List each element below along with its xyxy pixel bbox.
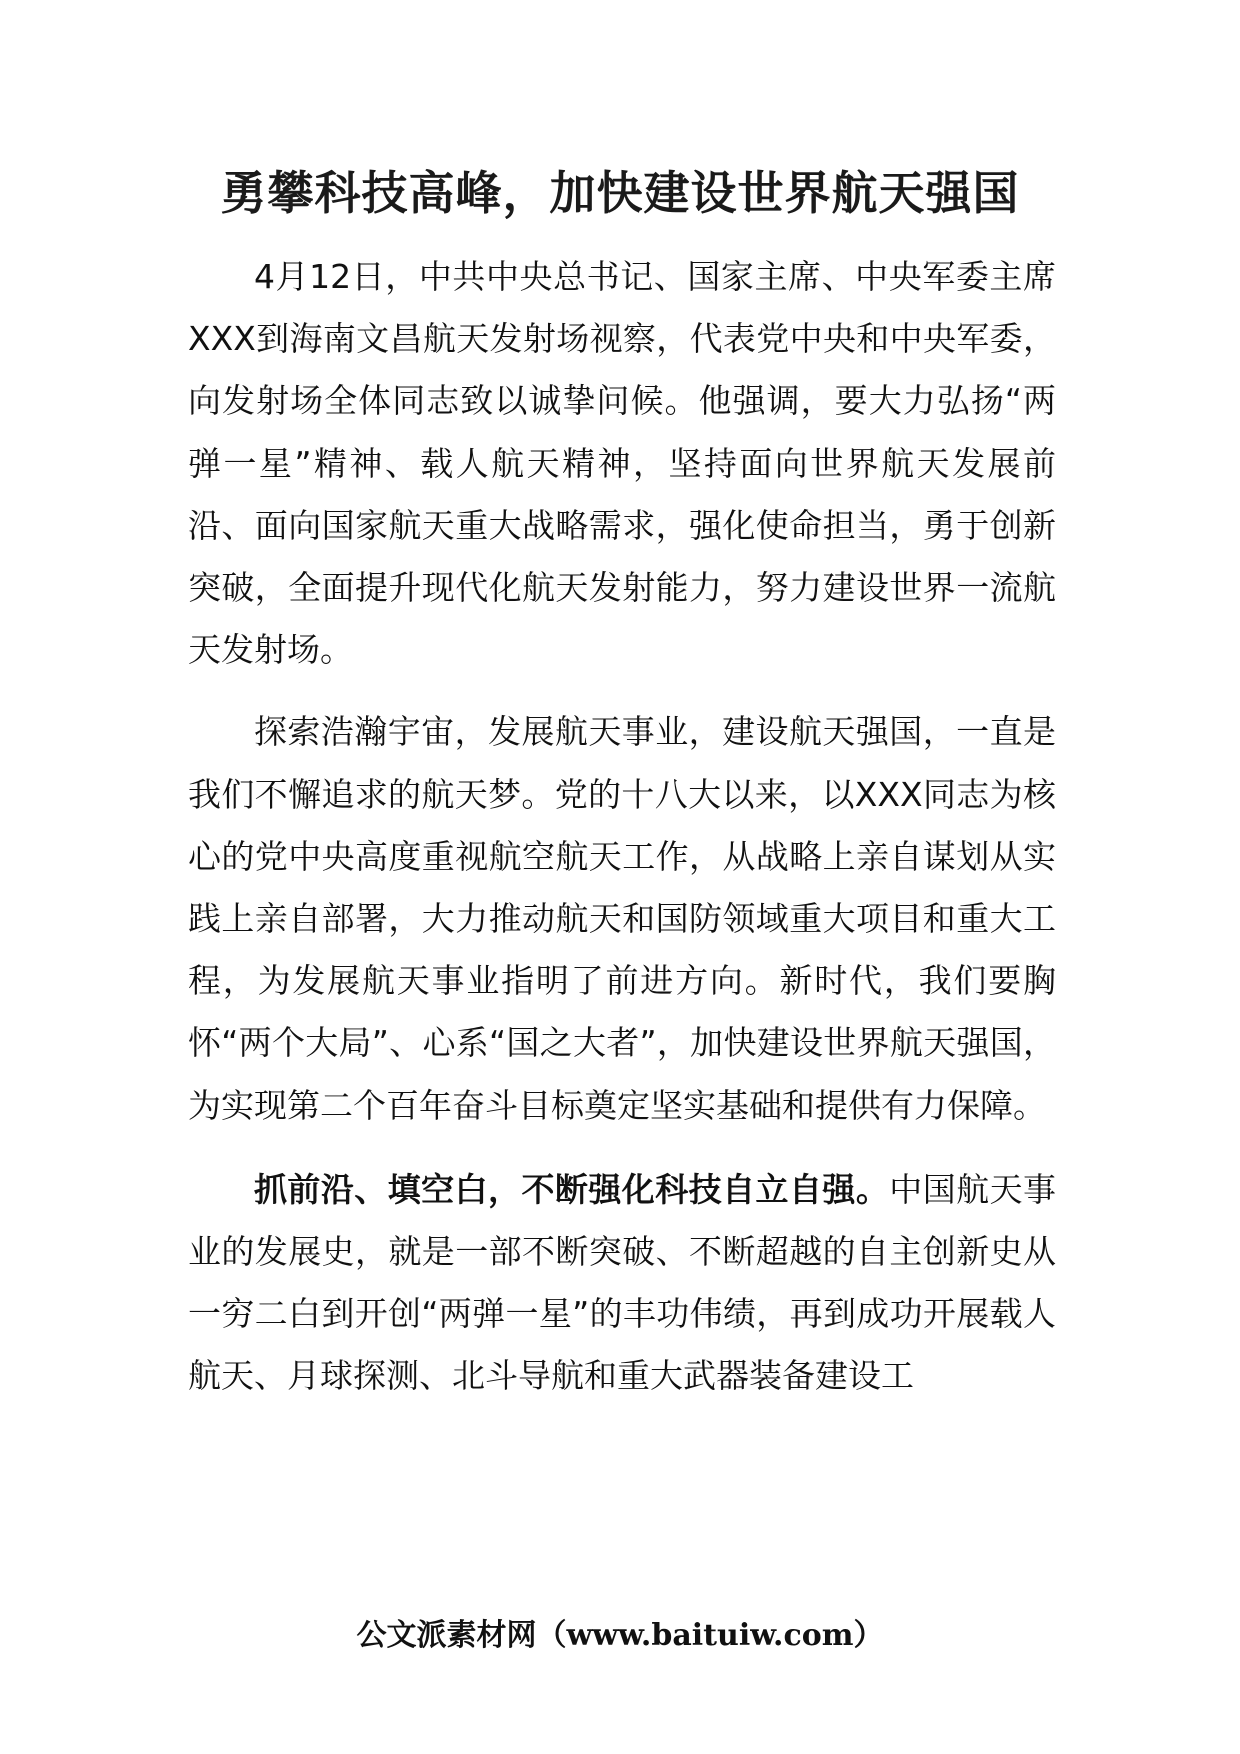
paragraph-2 xyxy=(188,701,1056,1136)
document-title: 勇攀科技高峰，加快建设世界航天强国 xyxy=(220,166,1020,220)
paragraph-text: 探索浩瀚宇宙，发展航天事业，建设航天强国，一直是我们不懈追求的航天梦。党的十八大以来，以XXX同志为核心的党中央高度重视航空航天工作，从战略上亲自谋划从实践上亲自部署，大力推动航天和国防领域重大项目和重大工程，为发展航天事业指明了前进方向。新时代，我们要胸怀“两个大局”、心系“国之大者”，加快建设世界航天强国，为实现第二个百年奋斗目标奠定坚实基础和提供有力保障。 xyxy=(188,712,1056,1125)
paragraph-text: 4月12日，中共中央总书记、国家主席、中央军委主席XXX到海南文昌航天发射场视察，代表党中央和中央军委，向发射场全体同志致以诚挚问候。他强调，要大力弘扬“两弹一星”精神、载人航天精神，坚持面向世界航天发展前沿、面向国家航天重大战略需求，强化使命担当，勇于创新突破，全面提升现代化航天发射能力，努力建设世界一流航天发射场。 xyxy=(188,257,1056,670)
paragraph-text: 中国航天事业的发展史，就是一部不断突破、不断超越的自主创新史从一穷二白到开创“两弹一星”的丰功伟绩，再到成功开展载人航天、月球探测、北斗导航和重大武器装备建设工 xyxy=(188,1169,1057,1396)
paragraph-1 xyxy=(188,246,1056,681)
document-body xyxy=(188,246,1056,1408)
paragraph-lead-heading: 抓前沿、填空白，不断强化科技自立自强。 xyxy=(254,1169,890,1209)
paragraph-3 xyxy=(188,1159,1056,1408)
source-footer: 公文派素材网（www.baituiw.com） xyxy=(356,1618,884,1653)
